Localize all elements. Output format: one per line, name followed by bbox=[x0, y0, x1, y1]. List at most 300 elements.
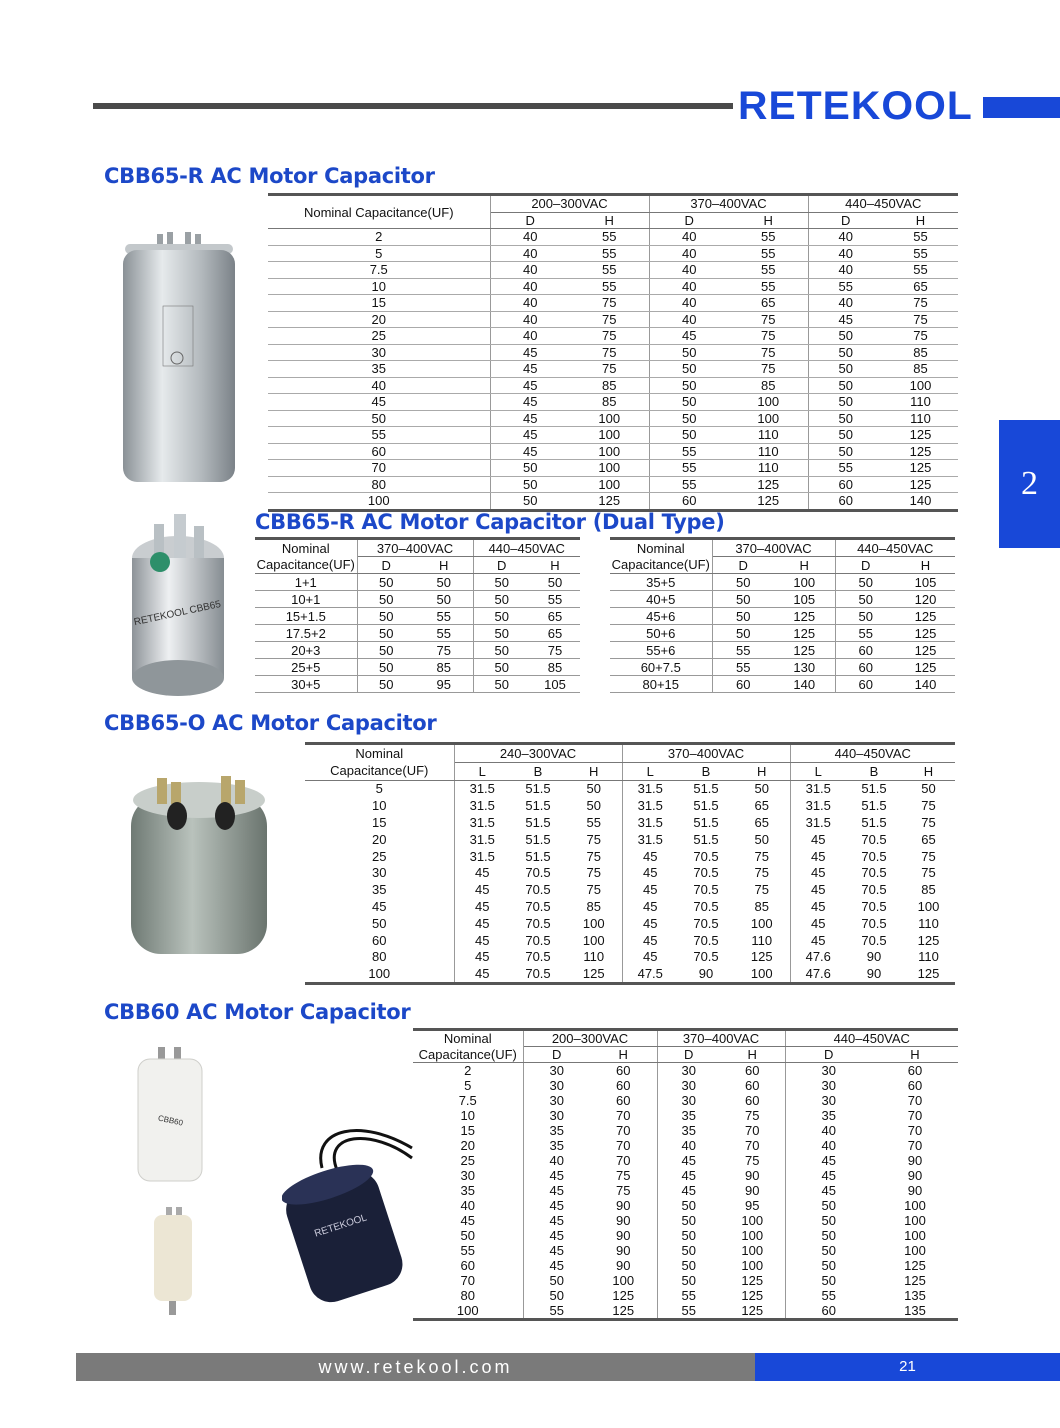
dimension-value: 125 bbox=[566, 965, 622, 983]
dimension-header: H bbox=[720, 1047, 785, 1063]
dimension-value: 55 bbox=[570, 229, 649, 246]
dimension-value: 50 bbox=[549, 1288, 564, 1303]
table-row bbox=[413, 1153, 958, 1168]
dimension-value: 95 bbox=[415, 676, 473, 693]
dimension-value: 70.5 bbox=[861, 915, 887, 931]
capacitance-value: 40 bbox=[268, 377, 490, 394]
dimension-value: 45 bbox=[549, 1243, 564, 1258]
voltage-group-header: 370–400VAC bbox=[657, 1030, 785, 1047]
dimension-value: 45 bbox=[490, 361, 570, 378]
dimension-value: 75 bbox=[570, 311, 649, 328]
dimension-header: D bbox=[835, 557, 896, 574]
voltage-group-header: 370–400VAC bbox=[712, 539, 835, 557]
dimension-value: 125 bbox=[896, 659, 955, 676]
table-row bbox=[413, 1258, 958, 1273]
table-row bbox=[305, 831, 955, 848]
dimension-value: 90 bbox=[720, 1168, 785, 1183]
dimension-value: 45 bbox=[549, 1258, 564, 1273]
section-title-cbb65r-dual: CBB65-R AC Motor Capacitor (Dual Type) bbox=[255, 510, 725, 534]
dimension-value: 31.5 bbox=[805, 781, 831, 797]
table-row bbox=[268, 245, 958, 262]
table-row bbox=[255, 574, 580, 591]
table-row bbox=[610, 659, 955, 676]
capacitance-value: 2 bbox=[413, 1063, 523, 1079]
capacitance-value: 15 bbox=[305, 814, 454, 831]
capacitance-value: 10 bbox=[413, 1108, 523, 1123]
dimension-value: 30 bbox=[549, 1093, 564, 1108]
dimension-value: 45 bbox=[643, 932, 658, 948]
dimension-value: 55 bbox=[883, 245, 958, 262]
dimension-value: 45 bbox=[681, 1183, 696, 1198]
dimension-value: 40 bbox=[649, 295, 729, 312]
dimension-value: 60 bbox=[649, 493, 729, 511]
dimension-header: H bbox=[590, 1047, 657, 1063]
dimension-value: 40 bbox=[649, 278, 729, 295]
table-row bbox=[413, 1303, 958, 1320]
dimension-value: 75 bbox=[734, 848, 790, 865]
dimension-header: H bbox=[734, 762, 790, 780]
subheader-row bbox=[610, 557, 955, 574]
nominal-header: Nominal bbox=[305, 744, 454, 763]
capacitance-value: 80 bbox=[305, 949, 454, 966]
capacitance-value: 50 bbox=[268, 410, 490, 427]
capacitance-value: 20 bbox=[305, 831, 454, 848]
dimension-value: 50 bbox=[835, 608, 896, 625]
table-row bbox=[305, 898, 955, 915]
dimension-value: 90 bbox=[590, 1213, 657, 1228]
dimension-value: 75 bbox=[734, 865, 790, 882]
dimension-value: 60 bbox=[835, 642, 896, 659]
dimension-value: 45 bbox=[490, 443, 570, 460]
cbb60-white-capacitor-image bbox=[130, 1045, 210, 1185]
dimension-value: 40 bbox=[549, 1153, 564, 1168]
dimension-value: 51.5 bbox=[693, 815, 719, 831]
capacitance-value: 35 bbox=[268, 361, 490, 378]
dimension-value: 45 bbox=[549, 1198, 564, 1213]
dimension-value: 75 bbox=[566, 865, 622, 882]
dimension-value: 70 bbox=[590, 1123, 657, 1138]
dimension-value: 51.5 bbox=[525, 798, 551, 814]
dimension-value: 70 bbox=[590, 1153, 657, 1168]
dimension-value: 50 bbox=[490, 460, 570, 477]
capacitance-value: 60 bbox=[413, 1258, 523, 1273]
dimension-value: 75 bbox=[590, 1183, 657, 1198]
dimension-value: 50 bbox=[649, 344, 729, 361]
dimension-value: 45 bbox=[549, 1213, 564, 1228]
footer-website[interactable]: www.retekool.com bbox=[76, 1353, 755, 1381]
dimension-header: L bbox=[790, 762, 846, 780]
dimension-value: 50 bbox=[357, 625, 415, 642]
dimension-value: 50 bbox=[835, 591, 896, 608]
dimension-value: 60 bbox=[907, 1078, 923, 1093]
dimension-value: 40 bbox=[490, 328, 570, 345]
dimension-value: 50 bbox=[821, 1228, 836, 1243]
capacitance-value: 45 bbox=[305, 898, 454, 915]
dimension-value: 125 bbox=[883, 427, 958, 444]
dimension-header: L bbox=[454, 762, 510, 780]
dimension-value: 50 bbox=[357, 591, 415, 608]
dimension-value: 50 bbox=[649, 361, 729, 378]
dimension-value: 100 bbox=[570, 460, 649, 477]
dimension-value: 75 bbox=[921, 865, 936, 881]
table-row bbox=[413, 1138, 958, 1153]
dimension-value: 55 bbox=[570, 245, 649, 262]
dimension-value: 60 bbox=[835, 659, 896, 676]
dimension-header: H bbox=[530, 557, 580, 574]
subheader-row bbox=[305, 762, 955, 780]
cbb60-wired-capacitor-image bbox=[282, 1108, 417, 1318]
table-row bbox=[268, 460, 958, 477]
nominal-header: Nominal bbox=[413, 1030, 523, 1047]
dimension-header: L bbox=[622, 762, 678, 780]
dimension-value: 105 bbox=[530, 676, 580, 693]
dimension-value: 40 bbox=[808, 245, 883, 262]
dimension-value: 50 bbox=[566, 797, 622, 814]
dimension-value: 70.5 bbox=[693, 882, 719, 898]
dimension-value: 60 bbox=[720, 1063, 785, 1079]
dimension-value: 30 bbox=[681, 1093, 696, 1108]
dimension-value: 55 bbox=[530, 591, 580, 608]
dimension-value: 65 bbox=[729, 295, 808, 312]
dimension-value: 60 bbox=[720, 1078, 785, 1093]
dimension-value: 45 bbox=[821, 1183, 836, 1198]
dimension-value: 45 bbox=[475, 899, 490, 915]
dimension-value: 85 bbox=[570, 394, 649, 411]
table-row bbox=[255, 659, 580, 676]
dimension-value: 45 bbox=[643, 899, 658, 915]
dimension-value: 125 bbox=[774, 642, 835, 659]
dimension-value: 100 bbox=[917, 899, 940, 915]
dimension-value: 47.5 bbox=[622, 965, 678, 983]
dimension-value: 50 bbox=[821, 1243, 836, 1258]
dimension-value: 125 bbox=[570, 493, 649, 511]
section-title-cbb60: CBB60 AC Motor Capacitor bbox=[104, 1000, 411, 1024]
dimension-value: 51.5 bbox=[525, 815, 551, 831]
dimension-value: 50 bbox=[490, 476, 570, 493]
dimension-value: 100 bbox=[904, 1213, 926, 1228]
dimension-value: 70 bbox=[907, 1123, 923, 1138]
dimension-value: 110 bbox=[729, 427, 808, 444]
dimension-value: 40 bbox=[808, 229, 883, 246]
dimension-value: 35 bbox=[549, 1138, 564, 1153]
dimension-value: 75 bbox=[570, 361, 649, 378]
dimension-value: 40 bbox=[490, 311, 570, 328]
dimension-value: 75 bbox=[921, 815, 936, 831]
voltage-group-header: 200–300VAC bbox=[490, 195, 649, 213]
dimension-value: 31.5 bbox=[469, 781, 495, 797]
dimension-header: H bbox=[883, 212, 958, 229]
table-row bbox=[413, 1078, 958, 1093]
dimension-value: 65 bbox=[734, 797, 790, 814]
table-row bbox=[268, 311, 958, 328]
dimension-value: 50 bbox=[835, 574, 896, 591]
voltage-group-header: 440–450VAC bbox=[835, 539, 955, 557]
dimension-header: H bbox=[902, 762, 955, 780]
dimension-value: 125 bbox=[917, 932, 940, 948]
dimension-value: 55 bbox=[729, 278, 808, 295]
voltage-group-header: 440–450VAC bbox=[473, 539, 580, 557]
nominal-header: Nominal bbox=[610, 539, 712, 557]
dimension-value: 50 bbox=[649, 377, 729, 394]
dimension-value: 40 bbox=[808, 262, 883, 279]
dimension-header: H bbox=[415, 557, 473, 574]
dimension-value: 45 bbox=[490, 377, 570, 394]
dimension-value: 70.5 bbox=[693, 899, 719, 915]
dimension-value: 60 bbox=[808, 476, 883, 493]
dimension-value: 70 bbox=[907, 1093, 923, 1108]
dimension-value: 45 bbox=[811, 882, 826, 898]
dimension-value: 100 bbox=[720, 1213, 785, 1228]
capacitance-value: 30 bbox=[413, 1168, 523, 1183]
dimension-value: 125 bbox=[590, 1303, 657, 1320]
dimension-value: 55 bbox=[415, 608, 473, 625]
dimension-value: 85 bbox=[570, 377, 649, 394]
dimension-value: 50 bbox=[473, 642, 530, 659]
table-row bbox=[610, 625, 955, 642]
dimension-value: 50 bbox=[681, 1243, 696, 1258]
dimension-value: 30 bbox=[681, 1063, 696, 1078]
dimension-value: 45 bbox=[475, 915, 490, 931]
dimension-value: 125 bbox=[774, 608, 835, 625]
dimension-header: D bbox=[808, 212, 883, 229]
table-row bbox=[413, 1198, 958, 1213]
table-row bbox=[305, 848, 955, 865]
cbb65o-spec-table bbox=[305, 742, 955, 985]
dimension-value: 50 bbox=[808, 427, 883, 444]
dimension-value: 30 bbox=[549, 1108, 564, 1123]
capacitance-value: 10 bbox=[268, 278, 490, 295]
dimension-value: 75 bbox=[883, 295, 958, 312]
dimension-value: 45 bbox=[549, 1183, 564, 1198]
dimension-value: 45 bbox=[811, 899, 826, 915]
dimension-header: H bbox=[570, 212, 649, 229]
table-row bbox=[610, 574, 955, 591]
cbb60-image-label: CBB60 bbox=[157, 1113, 184, 1128]
dimension-value: 70.5 bbox=[861, 899, 887, 915]
dimension-value: 110 bbox=[918, 949, 939, 965]
dimension-value: 50 bbox=[357, 676, 415, 693]
capacitance-uf-header: Capacitance(UF) bbox=[413, 1047, 523, 1063]
table-row bbox=[305, 865, 955, 882]
dual-image-label: RETEKOOL CBB65 bbox=[133, 598, 222, 629]
table-row bbox=[268, 229, 958, 246]
dimension-value: 140 bbox=[883, 493, 958, 511]
dimension-value: 31.5 bbox=[637, 781, 663, 797]
table-row bbox=[413, 1063, 958, 1079]
dimension-value: 75 bbox=[530, 642, 580, 659]
dimension-value: 50 bbox=[473, 591, 530, 608]
dimension-value: 60 bbox=[590, 1078, 657, 1093]
dimension-value: 55 bbox=[523, 1303, 590, 1320]
dimension-value: 50 bbox=[821, 1198, 836, 1213]
table-row bbox=[255, 676, 580, 693]
dimension-value: 47.6 bbox=[805, 949, 831, 965]
dimension-value: 40 bbox=[649, 311, 729, 328]
cbb65o-capacitor-image bbox=[125, 766, 275, 966]
dimension-value: 45 bbox=[811, 848, 826, 864]
dimension-value: 65 bbox=[530, 625, 580, 642]
dimension-value: 75 bbox=[729, 361, 808, 378]
capacitance-value: 100 bbox=[413, 1303, 523, 1320]
dimension-value: 30 bbox=[549, 1063, 564, 1078]
capacitance-value: 20 bbox=[268, 311, 490, 328]
dimension-value: 60 bbox=[590, 1093, 657, 1108]
dimension-value: 90 bbox=[907, 1153, 923, 1168]
capacitance-value: 15 bbox=[268, 295, 490, 312]
dimension-header: D bbox=[712, 557, 774, 574]
dimension-value: 40 bbox=[490, 278, 570, 295]
dimension-value: 100 bbox=[570, 427, 649, 444]
dimension-value: 85 bbox=[530, 659, 580, 676]
dimension-value: 70.5 bbox=[693, 949, 719, 965]
dimension-value: 140 bbox=[896, 676, 955, 693]
header-row bbox=[305, 744, 955, 763]
dimension-value: 105 bbox=[774, 591, 835, 608]
dimension-value: 35 bbox=[821, 1108, 836, 1123]
dimension-value: 50 bbox=[566, 780, 622, 797]
capacitance-value: 80 bbox=[413, 1288, 523, 1303]
capacitance-value: 20+3 bbox=[255, 642, 357, 659]
dimension-value: 55 bbox=[712, 642, 774, 659]
dimension-value: 100 bbox=[883, 377, 958, 394]
dimension-value: 45 bbox=[649, 328, 729, 345]
dimension-value: 47.6 bbox=[790, 965, 846, 983]
capacitance-value: 25 bbox=[305, 848, 454, 865]
subheader-row bbox=[255, 557, 580, 574]
dimension-value: 90 bbox=[590, 1243, 657, 1258]
chapter-tab: 2 bbox=[999, 420, 1060, 548]
table-row bbox=[413, 1288, 958, 1303]
dimension-value: 55 bbox=[883, 262, 958, 279]
dimension-value: 60 bbox=[590, 1063, 657, 1079]
dimension-value: 30 bbox=[821, 1093, 836, 1108]
dimension-value: 100 bbox=[904, 1198, 926, 1213]
table-row bbox=[305, 881, 955, 898]
dimension-value: 50 bbox=[808, 394, 883, 411]
capacitance-value: 55 bbox=[413, 1243, 523, 1258]
cbb65r-spec-table bbox=[268, 193, 958, 512]
dimension-value: 50 bbox=[821, 1258, 836, 1273]
capacitance-value: 45 bbox=[268, 394, 490, 411]
dimension-value: 90 bbox=[907, 1168, 923, 1183]
dimension-value: 75 bbox=[921, 798, 936, 814]
voltage-group-header: 370–400VAC bbox=[649, 195, 808, 213]
dimension-value: 140 bbox=[774, 676, 835, 693]
table-row bbox=[268, 361, 958, 378]
dimension-header: D bbox=[490, 212, 570, 229]
dimension-value: 110 bbox=[883, 410, 958, 427]
dimension-value: 55 bbox=[729, 262, 808, 279]
dimension-value: 31.5 bbox=[637, 831, 663, 847]
dimension-value: 110 bbox=[729, 443, 808, 460]
dimension-value: 50 bbox=[712, 625, 774, 642]
dimension-value: 40 bbox=[821, 1138, 836, 1153]
dimension-value: 30 bbox=[821, 1063, 836, 1078]
table-row bbox=[610, 608, 955, 625]
dimension-value: 70 bbox=[590, 1108, 657, 1123]
dimension-value: 50 bbox=[808, 443, 883, 460]
capacitance-value: 5 bbox=[305, 780, 454, 797]
dimension-header: B bbox=[846, 762, 902, 780]
dimension-value: 65 bbox=[530, 608, 580, 625]
dimension-value: 85 bbox=[729, 377, 808, 394]
dimension-value: 125 bbox=[902, 965, 955, 983]
dimension-value: 90 bbox=[907, 1183, 923, 1198]
dimension-value: 31.5 bbox=[469, 798, 495, 814]
capacitance-value: 70 bbox=[268, 460, 490, 477]
dimension-value: 50 bbox=[808, 361, 883, 378]
dimension-value: 75 bbox=[570, 328, 649, 345]
dimension-header: H bbox=[872, 1047, 958, 1063]
dimension-value: 125 bbox=[896, 625, 955, 642]
capacitance-value: 35+5 bbox=[610, 574, 712, 591]
dimension-value: 70.5 bbox=[861, 865, 887, 881]
dimension-value: 51.5 bbox=[525, 781, 551, 797]
dimension-value: 125 bbox=[883, 476, 958, 493]
dimension-header: H bbox=[729, 212, 808, 229]
capacitance-value: 17.5+2 bbox=[255, 625, 357, 642]
dimension-value: 30 bbox=[821, 1078, 836, 1093]
dimension-value: 85 bbox=[883, 361, 958, 378]
dimension-value: 50 bbox=[357, 608, 415, 625]
dimension-value: 50 bbox=[921, 781, 936, 797]
dimension-value: 70.5 bbox=[693, 932, 719, 948]
dimension-value: 85 bbox=[566, 898, 622, 915]
dimension-value: 40 bbox=[490, 295, 570, 312]
capacitance-value: 15+1.5 bbox=[255, 608, 357, 625]
dimension-value: 125 bbox=[734, 949, 790, 966]
dimension-value: 31.5 bbox=[637, 798, 663, 814]
table-row bbox=[305, 949, 955, 966]
cbb60-spec-table bbox=[413, 1028, 958, 1321]
dimension-value: 50 bbox=[473, 625, 530, 642]
dimension-header: H bbox=[566, 762, 622, 780]
table-row bbox=[255, 642, 580, 659]
dimension-value: 70.5 bbox=[525, 899, 551, 915]
dimension-value: 50 bbox=[681, 1198, 696, 1213]
footer-page-number: 21 bbox=[755, 1353, 1060, 1381]
capacitance-value: 80 bbox=[268, 476, 490, 493]
header-row bbox=[610, 539, 955, 557]
dimension-value: 125 bbox=[896, 642, 955, 659]
dimension-value: 135 bbox=[904, 1288, 926, 1303]
dimension-value: 50 bbox=[712, 574, 774, 591]
dimension-value: 31.5 bbox=[805, 815, 831, 831]
dimension-header: B bbox=[510, 762, 566, 780]
dimension-value: 45 bbox=[549, 1168, 564, 1183]
dimension-value: 50 bbox=[681, 1213, 696, 1228]
dimension-value: 60 bbox=[808, 493, 883, 511]
dimension-value: 125 bbox=[729, 493, 808, 511]
capacitance-value: 25 bbox=[413, 1153, 523, 1168]
dimension-value: 40 bbox=[649, 245, 729, 262]
voltage-group-header: 370–400VAC bbox=[622, 744, 790, 763]
dimension-value: 70.5 bbox=[693, 915, 719, 931]
dimension-value: 125 bbox=[904, 1273, 926, 1288]
dimension-value: 50 bbox=[415, 591, 473, 608]
table-row bbox=[268, 427, 958, 444]
cbb65r-dual-left-table bbox=[255, 537, 580, 693]
voltage-group-header: 440–450VAC bbox=[785, 1030, 958, 1047]
table-row bbox=[268, 262, 958, 279]
table-row bbox=[413, 1213, 958, 1228]
dimension-value: 50 bbox=[808, 344, 883, 361]
dimension-header: D bbox=[473, 557, 530, 574]
dimension-value: 35 bbox=[681, 1108, 696, 1123]
dimension-value: 45 bbox=[643, 865, 658, 881]
table-row bbox=[413, 1123, 958, 1138]
capacitance-value: 60 bbox=[268, 443, 490, 460]
